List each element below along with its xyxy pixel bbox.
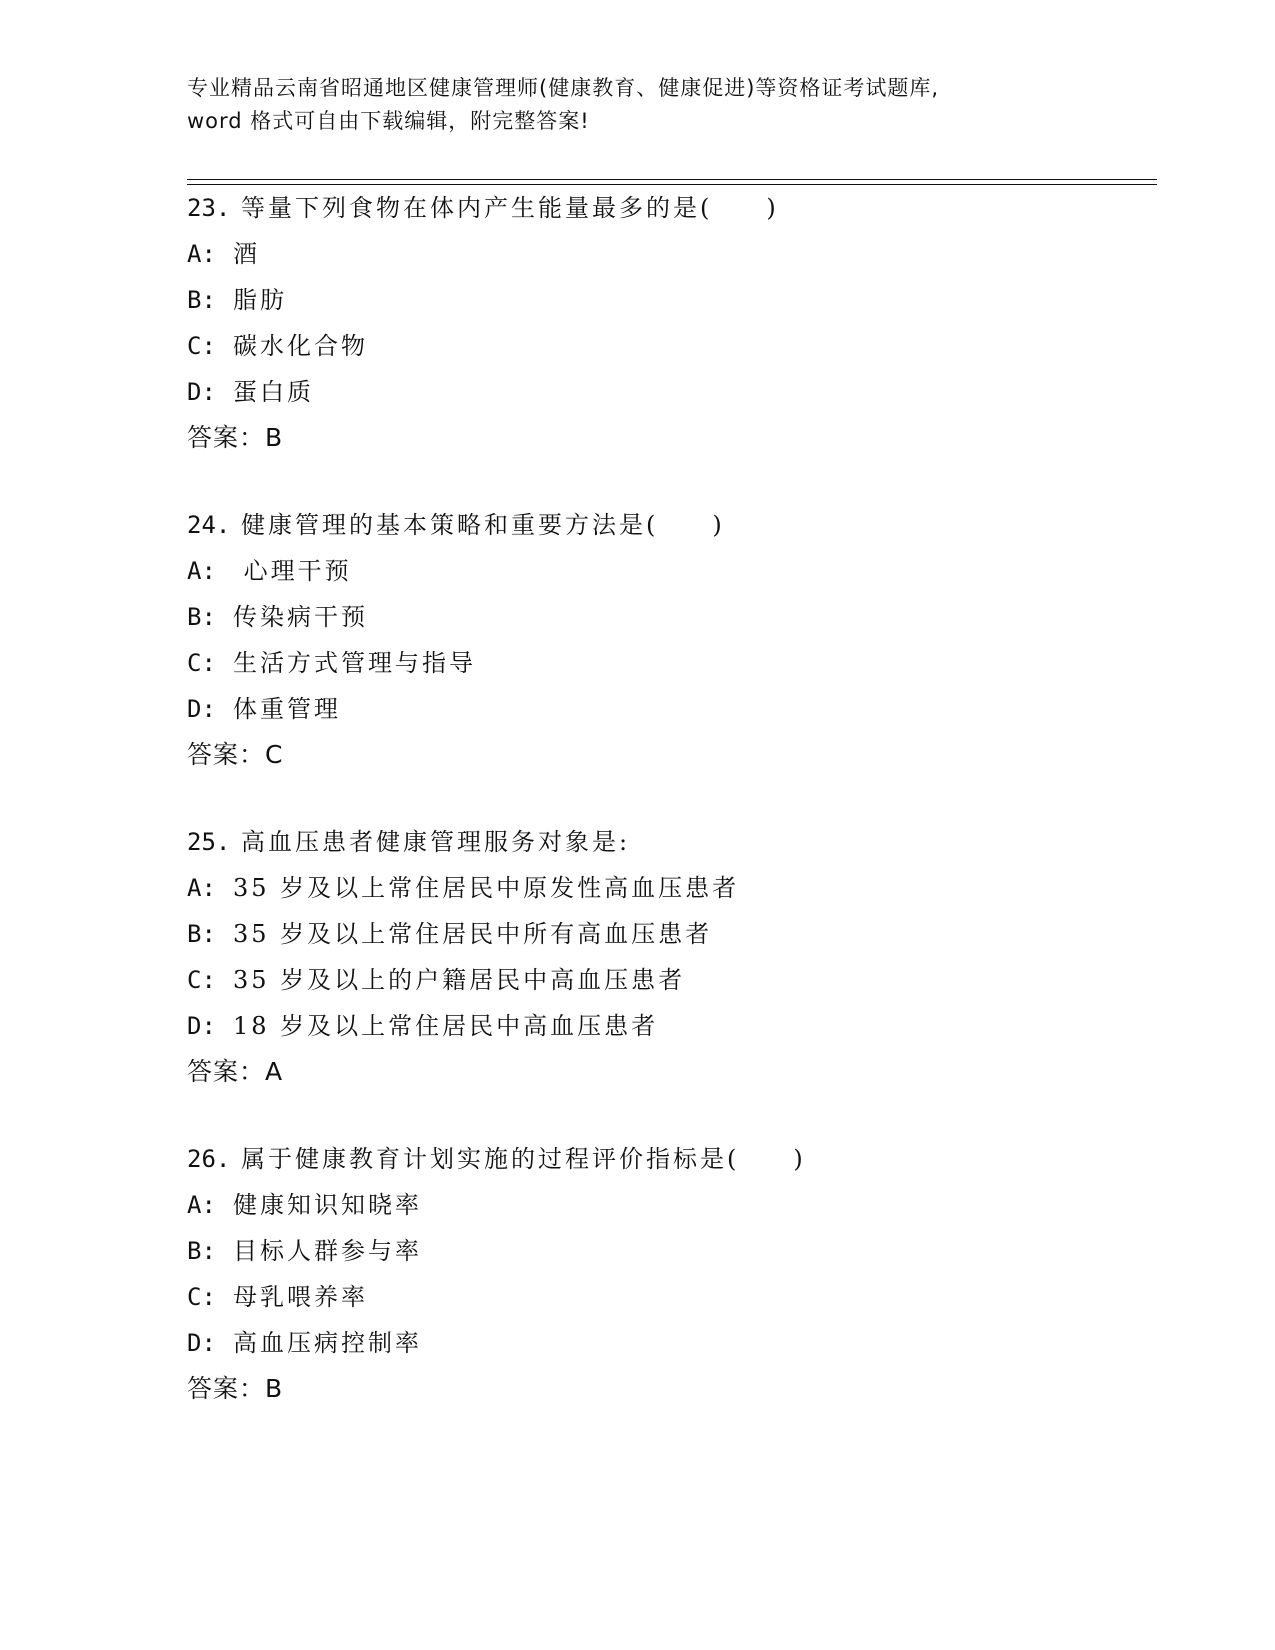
question-stem bbox=[187, 819, 1147, 865]
option-text: 35 岁及以上的户籍居民中高血压患者 bbox=[233, 966, 686, 994]
option-text: 高血压病控制率 bbox=[233, 1329, 422, 1357]
option-key: C: bbox=[187, 649, 216, 677]
question-stem bbox=[187, 502, 1147, 548]
option-d bbox=[187, 369, 1147, 415]
option-key: A: bbox=[187, 240, 216, 268]
option-text: 体重管理 bbox=[233, 695, 341, 723]
option-text: 18 岁及以上常住居民中高血压患者 bbox=[233, 1012, 659, 1040]
option-a bbox=[187, 865, 1147, 911]
option-c bbox=[187, 957, 1147, 1003]
question-number: 23. bbox=[187, 194, 231, 222]
question-block-25 bbox=[187, 819, 1147, 1095]
option-c bbox=[187, 1274, 1147, 1320]
option-d bbox=[187, 1003, 1147, 1049]
option-key: A: bbox=[187, 1191, 216, 1219]
option-c bbox=[187, 640, 1147, 686]
option-key: C: bbox=[187, 1283, 216, 1311]
option-d bbox=[187, 686, 1147, 732]
document-header bbox=[187, 72, 1087, 138]
option-key: D: bbox=[187, 1329, 216, 1357]
option-text: 母乳喂养率 bbox=[233, 1283, 368, 1311]
option-key: B: bbox=[187, 1237, 216, 1265]
option-text: 35 岁及以上常住居民中原发性高血压患者 bbox=[233, 874, 740, 902]
option-key: C: bbox=[187, 966, 216, 994]
header-divider-top bbox=[187, 179, 1157, 180]
option-text: 目标人群参与率 bbox=[233, 1237, 422, 1265]
question-stem bbox=[187, 185, 1147, 231]
question-text: 高血压患者健康管理服务对象是: bbox=[241, 828, 631, 856]
question-text: 等量下列食物在体内产生能量最多的是( ) bbox=[241, 194, 779, 222]
option-key: A: bbox=[187, 557, 216, 585]
answer-line: 答案：C bbox=[187, 740, 284, 769]
option-text: 35 岁及以上常住居民中所有高血压患者 bbox=[233, 920, 713, 948]
option-text: 生活方式管理与指导 bbox=[233, 649, 476, 677]
header-line-1: 专业精品云南省昭通地区健康管理师(健康教育、健康促进)等资格证考试题库, bbox=[187, 76, 940, 100]
question-block-26 bbox=[187, 1136, 1147, 1412]
option-text: 传染病干预 bbox=[233, 603, 368, 631]
option-key: C: bbox=[187, 332, 216, 360]
option-text: 碳水化合物 bbox=[233, 332, 368, 360]
option-key: B: bbox=[187, 920, 216, 948]
option-d bbox=[187, 1320, 1147, 1366]
option-a bbox=[187, 548, 1147, 594]
answer-line: 答案：B bbox=[187, 1374, 284, 1403]
option-key: B: bbox=[187, 286, 216, 314]
option-key: A: bbox=[187, 874, 216, 902]
option-a bbox=[187, 231, 1147, 277]
question-text: 属于健康教育计划实施的过程评价指标是( ) bbox=[241, 1145, 806, 1173]
question-text: 健康管理的基本策略和重要方法是( ) bbox=[241, 511, 725, 539]
header-line-2: word 格式可自由下载编辑，附完整答案! bbox=[187, 109, 590, 133]
option-text: 蛋白质 bbox=[233, 378, 314, 406]
option-b bbox=[187, 911, 1147, 957]
question-number: 26. bbox=[187, 1145, 231, 1173]
option-b bbox=[187, 277, 1147, 323]
answer-line: 答案：B bbox=[187, 423, 284, 452]
question-number: 24. bbox=[187, 511, 231, 539]
question-block-24 bbox=[187, 502, 1147, 778]
answer-line: 答案：A bbox=[187, 1057, 284, 1086]
question-stem bbox=[187, 1136, 1147, 1182]
option-key: D: bbox=[187, 378, 216, 406]
option-a bbox=[187, 1182, 1147, 1228]
option-text: 酒 bbox=[233, 240, 260, 268]
option-key: B: bbox=[187, 603, 216, 631]
option-b bbox=[187, 1228, 1147, 1274]
question-block-23 bbox=[187, 185, 1147, 461]
option-b bbox=[187, 594, 1147, 640]
option-text: 健康知识知晓率 bbox=[233, 1191, 422, 1219]
option-c bbox=[187, 323, 1147, 369]
option-key: D: bbox=[187, 695, 216, 723]
option-text: 脂肪 bbox=[233, 286, 287, 314]
question-number: 25. bbox=[187, 828, 231, 856]
option-key: D: bbox=[187, 1012, 216, 1040]
option-text: 心理干预 bbox=[233, 557, 352, 585]
